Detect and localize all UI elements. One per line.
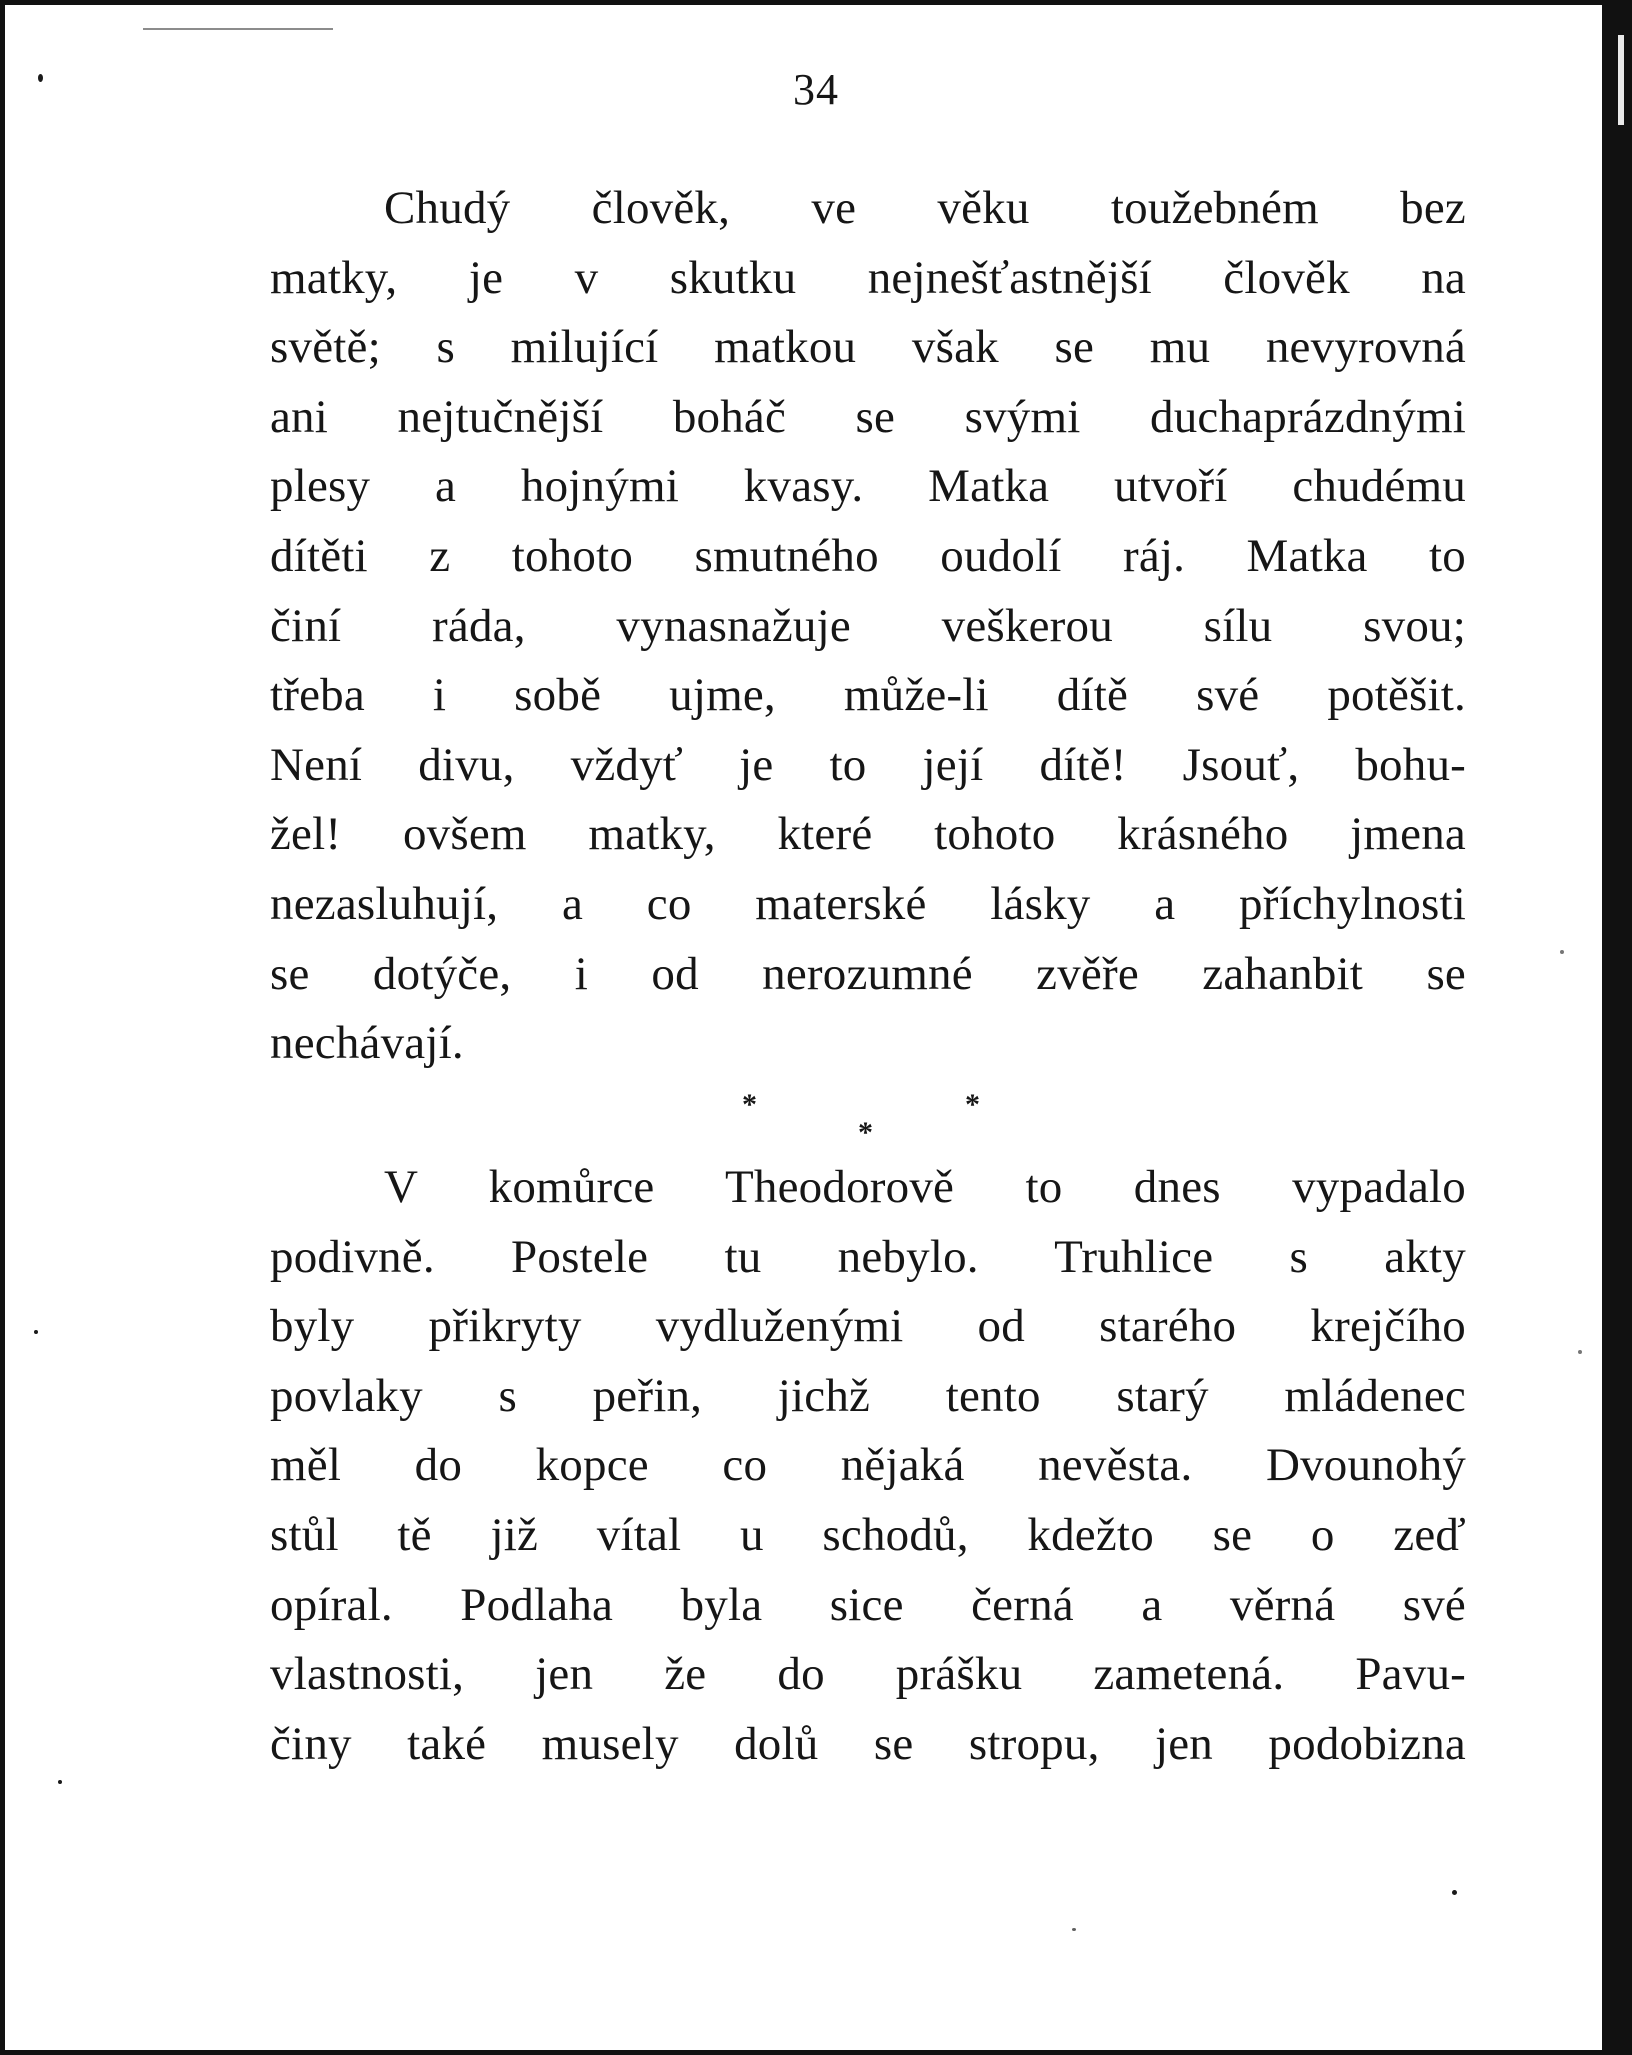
text-line: ani nejtučnější boháč se svými duchaprázdnými [270,390,1466,443]
scan-speck [143,28,333,30]
text-line: opíral. Podlaha byla sice černá a věrná své [270,1578,1466,1631]
text-line: povlaky s peřin, jichž tento starý mládenec [270,1369,1466,1422]
text-line: vlastnosti, jen že do prášku zametená. Pavu- [270,1648,1466,1701]
scan-speck [1072,1928,1076,1931]
text-line: Není divu, vždyť je to její dítě! Jsouť, bohu- [270,738,1466,791]
text-line: třeba i sobě ujme, může-li dítě své potěšit. [270,669,1466,722]
text-line: nechávají. [270,1017,464,1070]
section-separator [0,1082,1632,1162]
page-number: 34 [793,65,839,114]
text-line: žel! ovšem matky, které tohoto krásného jmena [270,808,1466,861]
text-line: podivně. Postele tu nebylo. Truhlice s akty [270,1230,1466,1283]
scan-speck [1578,1350,1582,1354]
text-line: plesy a hojnými kvasy. Matka utvoří chudému [270,460,1466,513]
text-line: činí ráda, vynasnažuje veškerou sílu svou; [270,599,1466,652]
text-line: byly přikryty vydluženými od starého krejčího [270,1300,1466,1353]
asterisk-icon: * [858,1116,873,1149]
asterisk-icon: * [965,1088,980,1121]
text-line: dítěti z tohoto smutného oudolí ráj. Matka to [270,529,1466,582]
text-line: činy také musely dolů se stropu, jen podobizna [270,1717,1466,1770]
paragraph-1 [270,174,1466,1079]
text-line: Chudý člověk, ve věku toužebném bez [384,182,1466,234]
scan-speck [1560,950,1564,954]
scan-speck [58,1780,62,1784]
scan-speck [1452,1890,1457,1895]
text-line: světě; s milující matkou však se mu nevyrovná [270,321,1466,374]
scan-speck [34,1330,38,1334]
text-line: měl do kopce co nějaká nevěsta. Dvounohý [270,1439,1466,1492]
asterisk-icon: * [742,1088,757,1121]
text-line: stůl tě již vítal u schodů, kdežto se o zeď [270,1508,1466,1561]
text-line: se dotýče, i od nerozumné zvěře zahanbit se [270,947,1466,1000]
text-line: V komůrce Theodorově to dnes vypadalo [384,1161,1466,1213]
scan-speck [38,74,43,82]
text-line: nezasluhují, a co materské lásky a příchylnosti [270,877,1466,930]
paragraph-2 [270,1153,1466,1779]
text-line: matky, je v skutku nejnešťastnější člověk na [270,251,1466,304]
